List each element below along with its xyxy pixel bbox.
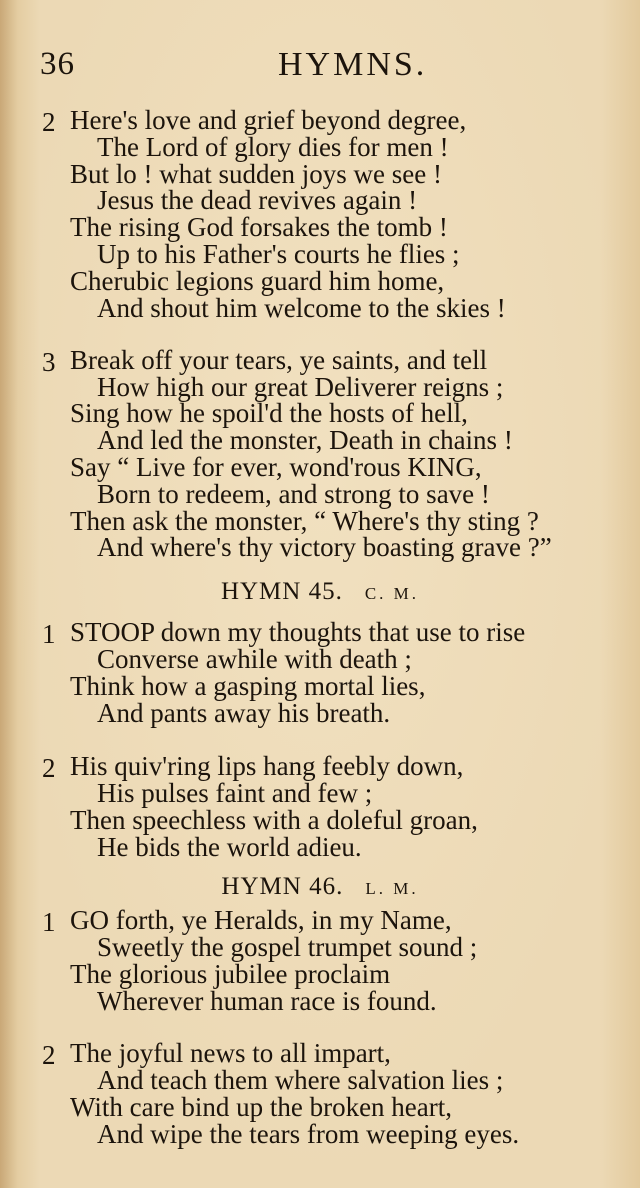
verse-line: The Lord of glory dies for men ! <box>97 132 449 162</box>
page-header <box>0 44 640 94</box>
verse-line: The glorious jubilee proclaim <box>70 959 391 989</box>
verse-line: And led the monster, Death in chains ! <box>97 425 513 455</box>
verse-number: 1 <box>42 907 56 937</box>
hymn-title-text: HYMN 45. <box>220 578 343 605</box>
verse-number: 3 <box>42 347 56 377</box>
verse-line: STOOP down my thoughts that use to rise <box>70 617 526 647</box>
hymn-title-text: HYMN 46. <box>221 873 344 900</box>
verse-line: Converse awhile with death ; <box>97 644 412 674</box>
verse-line: Then speechless with a doleful groan, <box>70 805 478 835</box>
verse-line: And wipe the tears from weeping eyes. <box>97 1119 520 1149</box>
verse-line: The joyful news to all impart, <box>70 1038 391 1068</box>
verse-line: The rising God forsakes the tomb ! <box>70 212 448 242</box>
running-head: HYMNS. <box>278 46 428 83</box>
verse-line: But lo ! what sudden joys we see ! <box>70 159 442 189</box>
verse-line: Sweetly the gospel trumpet sound ; <box>97 932 478 962</box>
verse-line: Born to redeem, and strong to save ! <box>97 479 490 509</box>
verse-line: Here's love and grief beyond degree, <box>70 105 467 135</box>
hymn-meter: L. M. <box>365 879 419 898</box>
page-number: 36 <box>40 46 75 82</box>
verse-number: 2 <box>42 753 56 783</box>
hymn-46-title <box>0 873 640 901</box>
verse-line: GO forth, ye Heralds, in my Name, <box>70 905 452 935</box>
hymn-meter: C. M. <box>364 584 420 603</box>
verse-line: Up to his Father's courts he flies ; <box>97 239 460 269</box>
hymn-45-title <box>0 578 640 606</box>
verse-line: Cherubic legions guard him home, <box>70 266 445 296</box>
verse-line: Wherever human race is found. <box>97 986 437 1016</box>
verse-line: Say “ Live for ever, wond'rous KING, <box>70 452 482 482</box>
verse-line: And where's thy victory boasting grave ?” <box>97 532 552 562</box>
verse-line: Then ask the monster, “ Where's thy sting ? <box>70 506 539 536</box>
verse-line: How high our great Deliverer reigns ; <box>97 372 504 402</box>
verse-line: Sing how he spoil'd the hosts of hell, <box>70 398 468 428</box>
verse-number: 2 <box>42 1040 56 1070</box>
verse-number: 1 <box>42 619 56 649</box>
verse-line: And pants away his breath. <box>97 698 391 728</box>
verse-line: His quiv'ring lips hang feebly down, <box>70 751 464 781</box>
verse-line: Break off your tears, ye saints, and tell <box>70 345 488 375</box>
verse-line: And teach them where salvation lies ; <box>97 1065 504 1095</box>
verse-number: 2 <box>42 107 56 137</box>
verse-line: Think how a gasping mortal lies, <box>70 671 426 701</box>
verse-line: And shout him welcome to the skies ! <box>97 293 506 323</box>
verse-line: He bids the world adieu. <box>97 832 362 862</box>
verse-line: Jesus the dead revives again ! <box>97 185 418 215</box>
verse-line: His pulses faint and few ; <box>97 778 373 808</box>
verse-line: With care bind up the broken heart, <box>70 1092 453 1122</box>
